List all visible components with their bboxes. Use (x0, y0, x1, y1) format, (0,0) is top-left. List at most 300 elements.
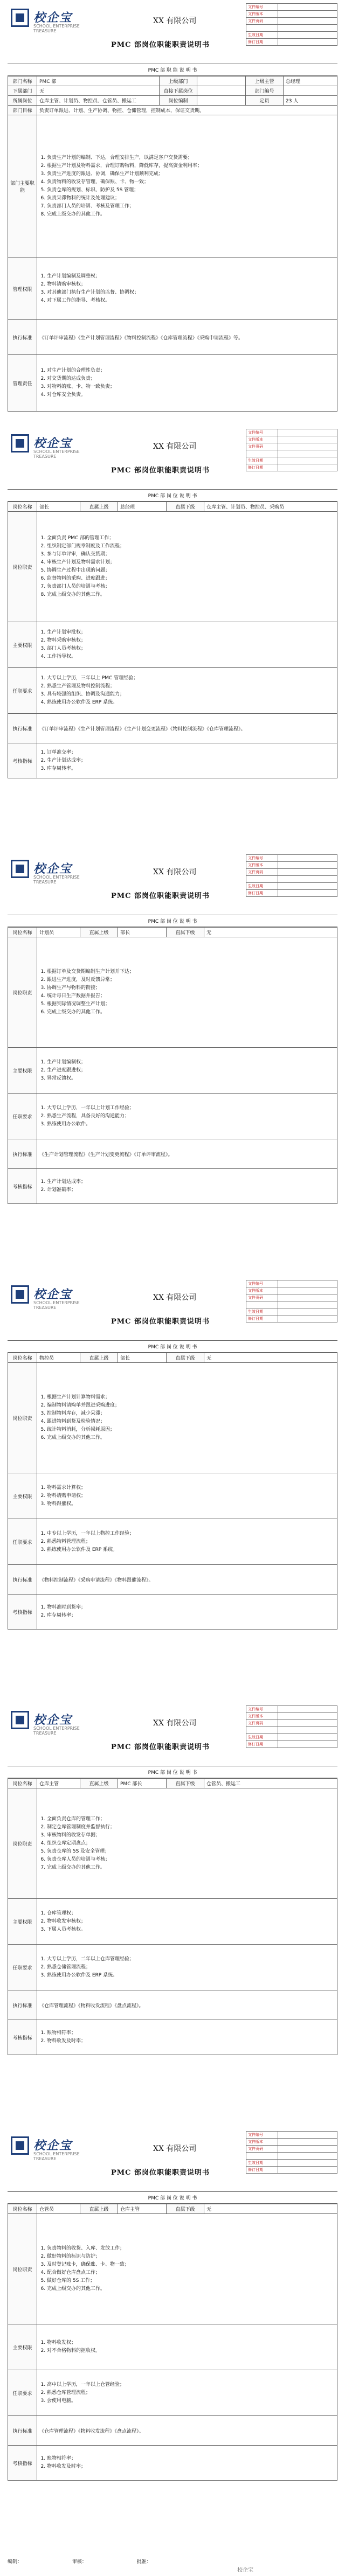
cell-value: 《订单评审流程》《生产计划管理流程》《物料控制流程》《仓库管理流程》《采购申请流程》等。 (37, 320, 337, 355)
logo-mark-icon (11, 2136, 29, 2155)
list-item: 2. 物料请购申请权； (47, 1492, 335, 1500)
list-item: 1. 物料准时到货率； (47, 1604, 335, 1612)
section-title: PMC 部 岗 位 说 明 书 (8, 490, 337, 502)
docinfo-label: 修订日期 (246, 890, 278, 897)
job-description-table (8, 927, 337, 1204)
list-item: 1. 仓库管理权； (47, 1910, 335, 1918)
cell-value: 计划员 (37, 928, 80, 937)
section-title: PMC 部 岗 位 说 明 书 (8, 915, 337, 927)
cell-label: 执行标准 (8, 2416, 37, 2446)
cell-value: 总经理 (118, 502, 167, 512)
job-page (8, 1277, 337, 1630)
list-item: 2. 组织制定部门规章制度及工作流程； (47, 542, 335, 551)
cell-label: 直属上级 (80, 1779, 118, 1788)
item-list (39, 1530, 335, 1554)
document-title: PMC 部岗位职能职责说明书 (111, 1318, 210, 1326)
cell-label: 任职要求 (8, 668, 37, 714)
cell-label: 直属上级 (80, 928, 118, 937)
docinfo-label: 文件编号 (246, 429, 278, 436)
list-item: 8. 完成上级交办的其他工作。 (47, 591, 335, 599)
list-item: 4. 对仓库安全负责。 (47, 391, 335, 399)
cell-label: 下属部门 (8, 86, 37, 96)
document-info-table (246, 3, 337, 46)
job-description-table (8, 1778, 337, 2055)
cell-value: 无 (37, 86, 160, 96)
cell-label: 直属上级 (80, 502, 118, 512)
list-item: 2. 熟悉物料管理流程； (47, 1538, 335, 1546)
item-list (39, 629, 335, 661)
company-logo (11, 8, 102, 31)
list-item: 5. 统计物料消耗，分析损耗原因； (47, 1426, 335, 1434)
company-logo (11, 1710, 102, 1736)
logo-mark-icon (11, 434, 29, 452)
docinfo-label: 文件页码 (246, 2146, 278, 2153)
cell-value: 负责订单跟进、计划、生产协调、物控、仓储管理，控制成本，保证交货期。 (37, 106, 337, 115)
cell-value: 《仓库管理流程》《物料收发流程》《盘点流程》。 (37, 2416, 337, 2446)
company-name: XX 有限公司 (153, 2145, 197, 2153)
job-page (8, 2128, 337, 2481)
document-title: PMC 部岗位职能职责说明书 (111, 2169, 210, 2177)
requirement-list (37, 1519, 337, 1565)
requirement-list (37, 2370, 337, 2416)
list-item: 5. 做好仓库的 5S 工作； (47, 2277, 335, 2285)
list-item: 4. 跟进物料到货及检验情况； (47, 1418, 335, 1426)
list-item: 1. 根据订单及交货期编制生产计划并下达； (47, 968, 335, 976)
page-1 (8, 0, 337, 412)
list-item: 2. 制定仓库管理制度并监督执行； (47, 1823, 335, 1832)
cell-label: 任职要求 (8, 1519, 37, 1565)
list-item: 3. 审核物料的收发存单据； (47, 1832, 335, 1840)
draft-label: 编制： (8, 2559, 23, 2565)
cell-label: 直属下级 (167, 2204, 204, 2214)
docinfo-label: 生效日期 (246, 32, 278, 39)
item-list (39, 1815, 335, 1872)
section-title: PMC 部 岗 位 说 明 书 (8, 1766, 337, 1778)
docinfo-label: 文件版本 (246, 11, 278, 18)
cell-label: 部门名称 (8, 76, 37, 86)
list-item: 1. 账物相符率； (47, 2029, 335, 2037)
list-item: 3. 物料跟催权。 (47, 1500, 335, 1508)
list-item: 4. 熟练使用办公软件及 ERP 系统。 (47, 699, 335, 707)
list-item: 7. 负责部门人员的培训、考核及管理工作； (47, 203, 335, 211)
company-logo (11, 433, 102, 457)
cell-label: 岗位名称 (8, 1779, 37, 1788)
logo-text: 校企宝 (33, 11, 73, 25)
duty-list (37, 512, 337, 622)
company-logo (11, 2135, 102, 2159)
list-item: 4. 统计每日生产数据并报告； (47, 992, 335, 1000)
list-item: 7. 负责部门人员的培训与考核； (47, 583, 335, 591)
list-item: 2. 做好物料的标识与防护； (47, 2253, 335, 2261)
cell-label: 考核指标 (8, 2020, 37, 2055)
docinfo-label: 文件页码 (246, 1720, 278, 1727)
list-item: 1. 大专以上学历，三年以上 PMC 管理经验； (47, 674, 335, 683)
cell-label: 岗位名称 (8, 928, 37, 937)
cell-value: 《物料控制流程》《采购申请流程》《物料跟催流程》。 (37, 1565, 337, 1595)
item-list (39, 2381, 335, 2405)
item-list (39, 1178, 335, 1194)
authority-list (37, 1048, 337, 1094)
cell-label: 直属下级 (167, 1779, 204, 1788)
review-label: 审核： (72, 2559, 87, 2565)
list-item: 3. 协调生产与物料的衔接； (47, 984, 335, 992)
item-list (39, 2455, 335, 2471)
docinfo-label: 修订日期 (246, 464, 278, 471)
item-list (39, 1910, 335, 1934)
cell-label: 主要权限 (8, 2324, 37, 2370)
cell-value: 仓库主管 (118, 2204, 167, 2214)
document-info-table (246, 1280, 337, 1322)
cell-label: 考核指标 (8, 743, 37, 778)
list-item: 1. 订单准交率； (47, 749, 335, 757)
list-item: 3. 部门人员考核权； (47, 645, 335, 653)
cell-label: 直属下级 (167, 1353, 204, 1363)
docinfo-label (246, 1301, 278, 1308)
cell-label: 部门目标 (8, 106, 37, 115)
list-item: 1. 对生产计划的合理性负责； (47, 367, 335, 375)
authority-list (37, 622, 337, 668)
list-item: 2. 跟进生产进度，及时反馈异常； (47, 976, 335, 984)
cell-label: 岗位名称 (8, 2204, 37, 2214)
cell-label: 直属上级 (80, 1353, 118, 1363)
docinfo-label (246, 25, 278, 32)
document-title: PMC 部岗位职能职责说明书 (111, 41, 210, 49)
item-list (39, 1059, 335, 1083)
logo-subtext: SCHOOL ENTERPRISE TREASURE (33, 1726, 80, 1736)
cell-label: 岗位名称 (8, 1353, 37, 1363)
job-description-table (8, 1353, 337, 1630)
page-header (8, 2128, 337, 2192)
docinfo-label (246, 876, 278, 883)
logo-subtext: SCHOOL ENTERPRISE TREASURE (33, 24, 80, 33)
list-item: 3. 熟练使用办公软件。 (47, 1120, 335, 1129)
list-item: 1. 生产计划审批权； (47, 629, 335, 637)
cell-value: PMC 部长 (118, 1779, 167, 1788)
document-title: PMC 部岗位职能职责说明书 (111, 892, 210, 900)
item-list (39, 1104, 335, 1129)
kpi-list (37, 2446, 337, 2481)
section-title: PMC 部 职 能 说 明 书 (8, 64, 337, 76)
list-item: 6. 完成上级交办的其他工作。 (47, 2285, 335, 2293)
docinfo-label: 文件编号 (246, 4, 278, 11)
list-item: 1. 高中以上学历，一年以上仓管经验； (47, 2381, 335, 2389)
cell-label: 定员 (246, 96, 284, 106)
list-item: 1. 物料收发权； (47, 2339, 335, 2347)
list-item: 2. 生产计划达成率； (47, 757, 335, 765)
list-item: 1. 根据生产计划计算物料需求； (47, 1394, 335, 1402)
item-list (39, 1484, 335, 1508)
docinfo-label: 文件编号 (246, 1280, 278, 1287)
logo-subtext: SCHOOL ENTERPRISE TREASURE (33, 1300, 80, 1310)
document-info-table (246, 854, 337, 897)
list-item: 1. 大专以上学历，二年以上仓库管理经验； (47, 1955, 335, 1964)
duty-list (37, 1788, 337, 1899)
cell-label: 主要权限 (8, 1473, 37, 1519)
watermark-text: 校企宝 (237, 2567, 253, 2573)
cell-label: 上级主管 (246, 76, 284, 86)
docinfo-label: 文件编号 (246, 855, 278, 862)
kpi-list (37, 2020, 337, 2055)
list-item: 5. 根据实际情况调整生产计划； (47, 1000, 335, 1008)
cell-label: 执行标准 (8, 1139, 37, 1169)
list-item: 1. 负责生产计划的编制、下达，合理安排生产，以满足客户交货需要； (47, 154, 335, 162)
cell-value: 总经理 (284, 76, 337, 86)
list-item: 1. 负责物料的收货、入库、发放工作； (47, 2245, 335, 2253)
logo-subtext: SCHOOL ENTERPRISE TREASURE (33, 2152, 80, 2161)
docinfo-label: 修订日期 (246, 1315, 278, 1322)
list-item: 2. 根据生产计划及物料需求，合理订购物料，降低库存，提高资金利用率； (47, 162, 335, 170)
list-item: 1. 全面负责 PMC 部的管理工作； (47, 534, 335, 542)
list-item: 3. 及时登记账卡，确保账、卡、物一致； (47, 2261, 335, 2269)
item-list (39, 1955, 335, 1980)
list-item: 2. 对交货期的达成负责； (47, 375, 335, 383)
job-description-table (8, 2204, 337, 2481)
docinfo-label: 修订日期 (246, 1741, 278, 1748)
function-list (37, 115, 337, 258)
item-list (39, 273, 335, 305)
list-item: 2. 生产进度跟进权； (47, 1067, 335, 1075)
cell-label: 考核指标 (8, 2446, 37, 2481)
list-item: 2. 物料采购审核权； (47, 637, 335, 645)
docinfo-label (246, 2153, 278, 2160)
cell-value: 物控员 (37, 1353, 80, 1363)
cell-value: 仓库主管、计划员、物控员、采购员 (204, 502, 337, 512)
requirement-list (37, 1945, 337, 1990)
cell-value: 仓管员 (37, 2204, 80, 2214)
list-item: 3. 下属人员考核权。 (47, 1926, 335, 1934)
docinfo-label: 文件编号 (246, 2132, 278, 2139)
list-item: 1. 中专以上学历，一年以上物控工作经验； (47, 1530, 335, 1538)
docinfo-label: 文件页码 (246, 869, 278, 876)
list-item: 2. 熟悉生产管理及物料控制流程； (47, 683, 335, 691)
duty-list (37, 1363, 337, 1473)
logo-mark-icon (11, 1285, 29, 1304)
list-item: 1. 全面负责仓库的管理工作； (47, 1815, 335, 1823)
list-item: 2. 熟悉仓库管理流程； (47, 2389, 335, 2397)
duty-list (37, 2214, 337, 2324)
section-title: PMC 部 岗 位 说 明 书 (8, 1341, 337, 1353)
cell-label: 主要权限 (8, 1048, 37, 1094)
cell-label: 任职要求 (8, 1094, 37, 1139)
list-item: 3. 对物料的账、卡、物一致负责； (47, 383, 335, 391)
section-title: PMC 部 岗 位 说 明 书 (8, 2192, 337, 2204)
cell-label: 所属岗位 (8, 96, 37, 106)
list-item: 1. 生产计划达成率； (47, 1178, 335, 1186)
cell-label: 直属下级 (167, 502, 204, 512)
list-item: 2. 熟悉仓储管理流程； (47, 1964, 335, 1972)
list-item: 4. 对下属工作的指导、考核权。 (47, 297, 335, 305)
docinfo-label: 文件页码 (246, 1294, 278, 1301)
list-item: 3. 异常反馈权。 (47, 1075, 335, 1083)
cell-value: 无 (204, 2204, 337, 2214)
item-list (39, 674, 335, 707)
cell-value (197, 96, 246, 106)
cell-label: 上级部门 (160, 76, 197, 86)
logo-subtext: SCHOOL ENTERPRISE TREASURE (33, 875, 80, 885)
cell-label: 执行标准 (8, 1565, 37, 1595)
list-item: 2. 物料请购审核权； (47, 281, 335, 289)
requirement-list (37, 668, 337, 714)
list-item: 3. 会使用电脑。 (47, 2397, 335, 2405)
item-list (39, 749, 335, 773)
cell-label: 直接下属岗位 (160, 86, 197, 96)
list-item: 1. 生产计划编制权； (47, 1059, 335, 1067)
signature-footer (8, 2558, 337, 2565)
list-item: 1. 生产计划编制及调整权； (47, 273, 335, 281)
cell-value: 无 (204, 1353, 337, 1363)
list-item: 4. 配合做好仓库盘点工作； (47, 2269, 335, 2277)
company-name: XX 有限公司 (153, 868, 197, 876)
docinfo-label: 生效日期 (246, 883, 278, 890)
cell-value (284, 86, 337, 96)
document-title: PMC 部岗位职能职责说明书 (111, 467, 210, 475)
approve-label: 批准： (136, 2559, 151, 2565)
company-name: XX 有限公司 (153, 1719, 197, 1728)
item-list (39, 1394, 335, 1442)
docinfo-label (246, 1727, 278, 1734)
document-title: PMC 部岗位职能职责说明书 (111, 1743, 210, 1751)
cell-value (197, 86, 246, 96)
item-list (39, 2245, 335, 2293)
docinfo-label: 文件页码 (246, 443, 278, 450)
duty-list (37, 937, 337, 1048)
job-description-table (8, 502, 337, 778)
list-item: 6. 负责仓库人员的培训与考核； (47, 1856, 335, 1864)
cell-value (197, 76, 246, 86)
list-item: 2. 物料收发及时率； (47, 2463, 335, 2471)
list-item: 4. 负责物料的收发存管理，确保账、卡、物一致； (47, 178, 335, 186)
job-page (8, 426, 337, 778)
logo-mark-icon (11, 860, 29, 878)
cell-value: 部长 (37, 502, 80, 512)
cell-label: 考核指标 (8, 1595, 37, 1630)
list-item: 8. 完成上级交办的其他工作。 (47, 211, 335, 219)
list-item: 3. 负责生产进度的跟进、协调，确保生产计划顺利完成； (47, 170, 335, 178)
cell-value: 部长 (118, 1353, 167, 1363)
cell-value: PMC 部 (37, 76, 160, 86)
list-item: 2. 物料收发审核权； (47, 1918, 335, 1926)
job-page (8, 851, 337, 1204)
cell-label: 岗位编制 (160, 96, 197, 106)
job-page (8, 1702, 337, 2055)
docinfo-label: 文件编号 (246, 1706, 278, 1713)
list-item: 1. 物料需求计算权； (47, 1484, 335, 1492)
cell-label: 岗位职责 (8, 1788, 37, 1899)
company-name: XX 有限公司 (153, 442, 197, 451)
cell-label: 任职要求 (8, 1945, 37, 1990)
cell-label: 执行标准 (8, 1990, 37, 2020)
list-item: 2. 编制物料请购单并跟进采购进度； (47, 1402, 335, 1410)
list-item: 3. 对其他部门执行生产计划的监督、协调权； (47, 289, 335, 297)
cell-label: 直属下级 (167, 928, 204, 937)
list-item: 3. 参与订单评审，确认交货期； (47, 551, 335, 559)
docinfo-label: 生效日期 (246, 1734, 278, 1741)
docinfo-label: 文件版本 (246, 1713, 278, 1720)
cell-label: 岗位名称 (8, 502, 37, 512)
cell-label: 主要权限 (8, 1899, 37, 1945)
list-item: 2. 熟悉生产流程，具备良好的沟通能力； (47, 1112, 335, 1120)
cell-label: 执行标准 (8, 714, 37, 743)
list-item: 2. 对不合格物料的拒收权。 (47, 2347, 335, 2355)
cell-value: 无 (204, 928, 337, 937)
cell-label: 管理权限 (8, 258, 37, 320)
authority-list (37, 2324, 337, 2370)
logo-subtext: SCHOOL ENTERPRISE TREASURE (33, 449, 80, 459)
list-item: 2. 库存周转率； (47, 1612, 335, 1620)
item-list (39, 968, 335, 1017)
cell-label: 主要权限 (8, 622, 37, 668)
logo-text: 校企宝 (33, 436, 73, 450)
list-item: 3. 库存周转率。 (47, 765, 335, 773)
item-list (39, 534, 335, 599)
page-header (8, 1277, 337, 1341)
docinfo-label: 修订日期 (246, 2167, 278, 2174)
document-info-table (246, 429, 337, 471)
company-logo (11, 859, 102, 885)
logo-text: 校企宝 (33, 2139, 73, 2153)
item-list (39, 1604, 335, 1620)
list-item: 6. 负责呆滞物料的统计及处理建议； (47, 194, 335, 203)
item-list (39, 2029, 335, 2045)
list-item: 3. 熟练使用办公软件及 ERP 系统。 (47, 1546, 335, 1554)
docinfo-label: 生效日期 (246, 1308, 278, 1315)
kpi-list (37, 743, 337, 778)
list-item: 3. 控制物料库存，减少呆滞； (47, 1410, 335, 1418)
list-item: 2. 计划准确率； (47, 1186, 335, 1194)
logo-text: 校企宝 (33, 1713, 73, 1727)
list-item: 6. 完成上级交办的其他工作。 (47, 1434, 335, 1442)
docinfo-label: 文件版本 (246, 2139, 278, 2146)
list-item: 2. 物料收发及时率； (47, 2037, 335, 2045)
cell-label: 直属上级 (80, 2204, 118, 2214)
cell-label: 考核指标 (8, 1169, 37, 1204)
list-item: 1. 账物相符率； (47, 2455, 335, 2463)
document-info-table (246, 2131, 337, 2174)
logo-text: 校企宝 (33, 1287, 73, 1301)
cell-label: 岗位职责 (8, 2214, 37, 2324)
item-list (39, 154, 335, 219)
cell-label: 部门主要职能 (8, 115, 37, 258)
logo-mark-icon (11, 1711, 29, 1729)
list-item: 5. 负责仓库的 5S 及安全管理； (47, 1848, 335, 1856)
authority-list (37, 1899, 337, 1945)
cell-value: 《仓库管理流程》《物料收发流程》《盘点流程》。 (37, 1990, 337, 2020)
docinfo-label: 生效日期 (246, 2160, 278, 2167)
list-item: 3. 熟练使用办公软件及 ERP 系统。 (47, 1972, 335, 1980)
docinfo-label: 修订日期 (246, 39, 278, 46)
cell-value: 《生产计划管理流程》《生产计划变更流程》《订单评审流程》。 (37, 1139, 337, 1169)
cell-label: 部门编号 (246, 86, 284, 96)
list-item: 5. 协调生产过程中出现的问题； (47, 567, 335, 575)
docinfo-label: 文件版本 (246, 862, 278, 869)
list-item: 4. 组织仓库定期盘点； (47, 1840, 335, 1848)
list-item: 5. 负责仓库的规划、标识、防护及 5S 管理； (47, 186, 335, 194)
page-header (8, 1702, 337, 1766)
responsibility-list (37, 355, 337, 412)
list-item: 6. 监督物料的采购、进度跟进； (47, 575, 335, 583)
document-info-table (246, 1705, 337, 1748)
kpi-list (37, 1169, 337, 1204)
kpi-list (37, 1595, 337, 1630)
company-logo (11, 1284, 102, 1308)
docinfo-label: 文件版本 (246, 436, 278, 443)
list-item: 1. 大专以上学历，一年以上计划工作经验； (47, 1104, 335, 1112)
item-list (39, 2339, 335, 2355)
list-item: 3. 具有较强的组织、协调及沟通能力； (47, 691, 335, 699)
list-item: 4. 工作指导权。 (47, 653, 335, 661)
logo-mark-icon (11, 9, 29, 27)
page-header (8, 851, 337, 915)
